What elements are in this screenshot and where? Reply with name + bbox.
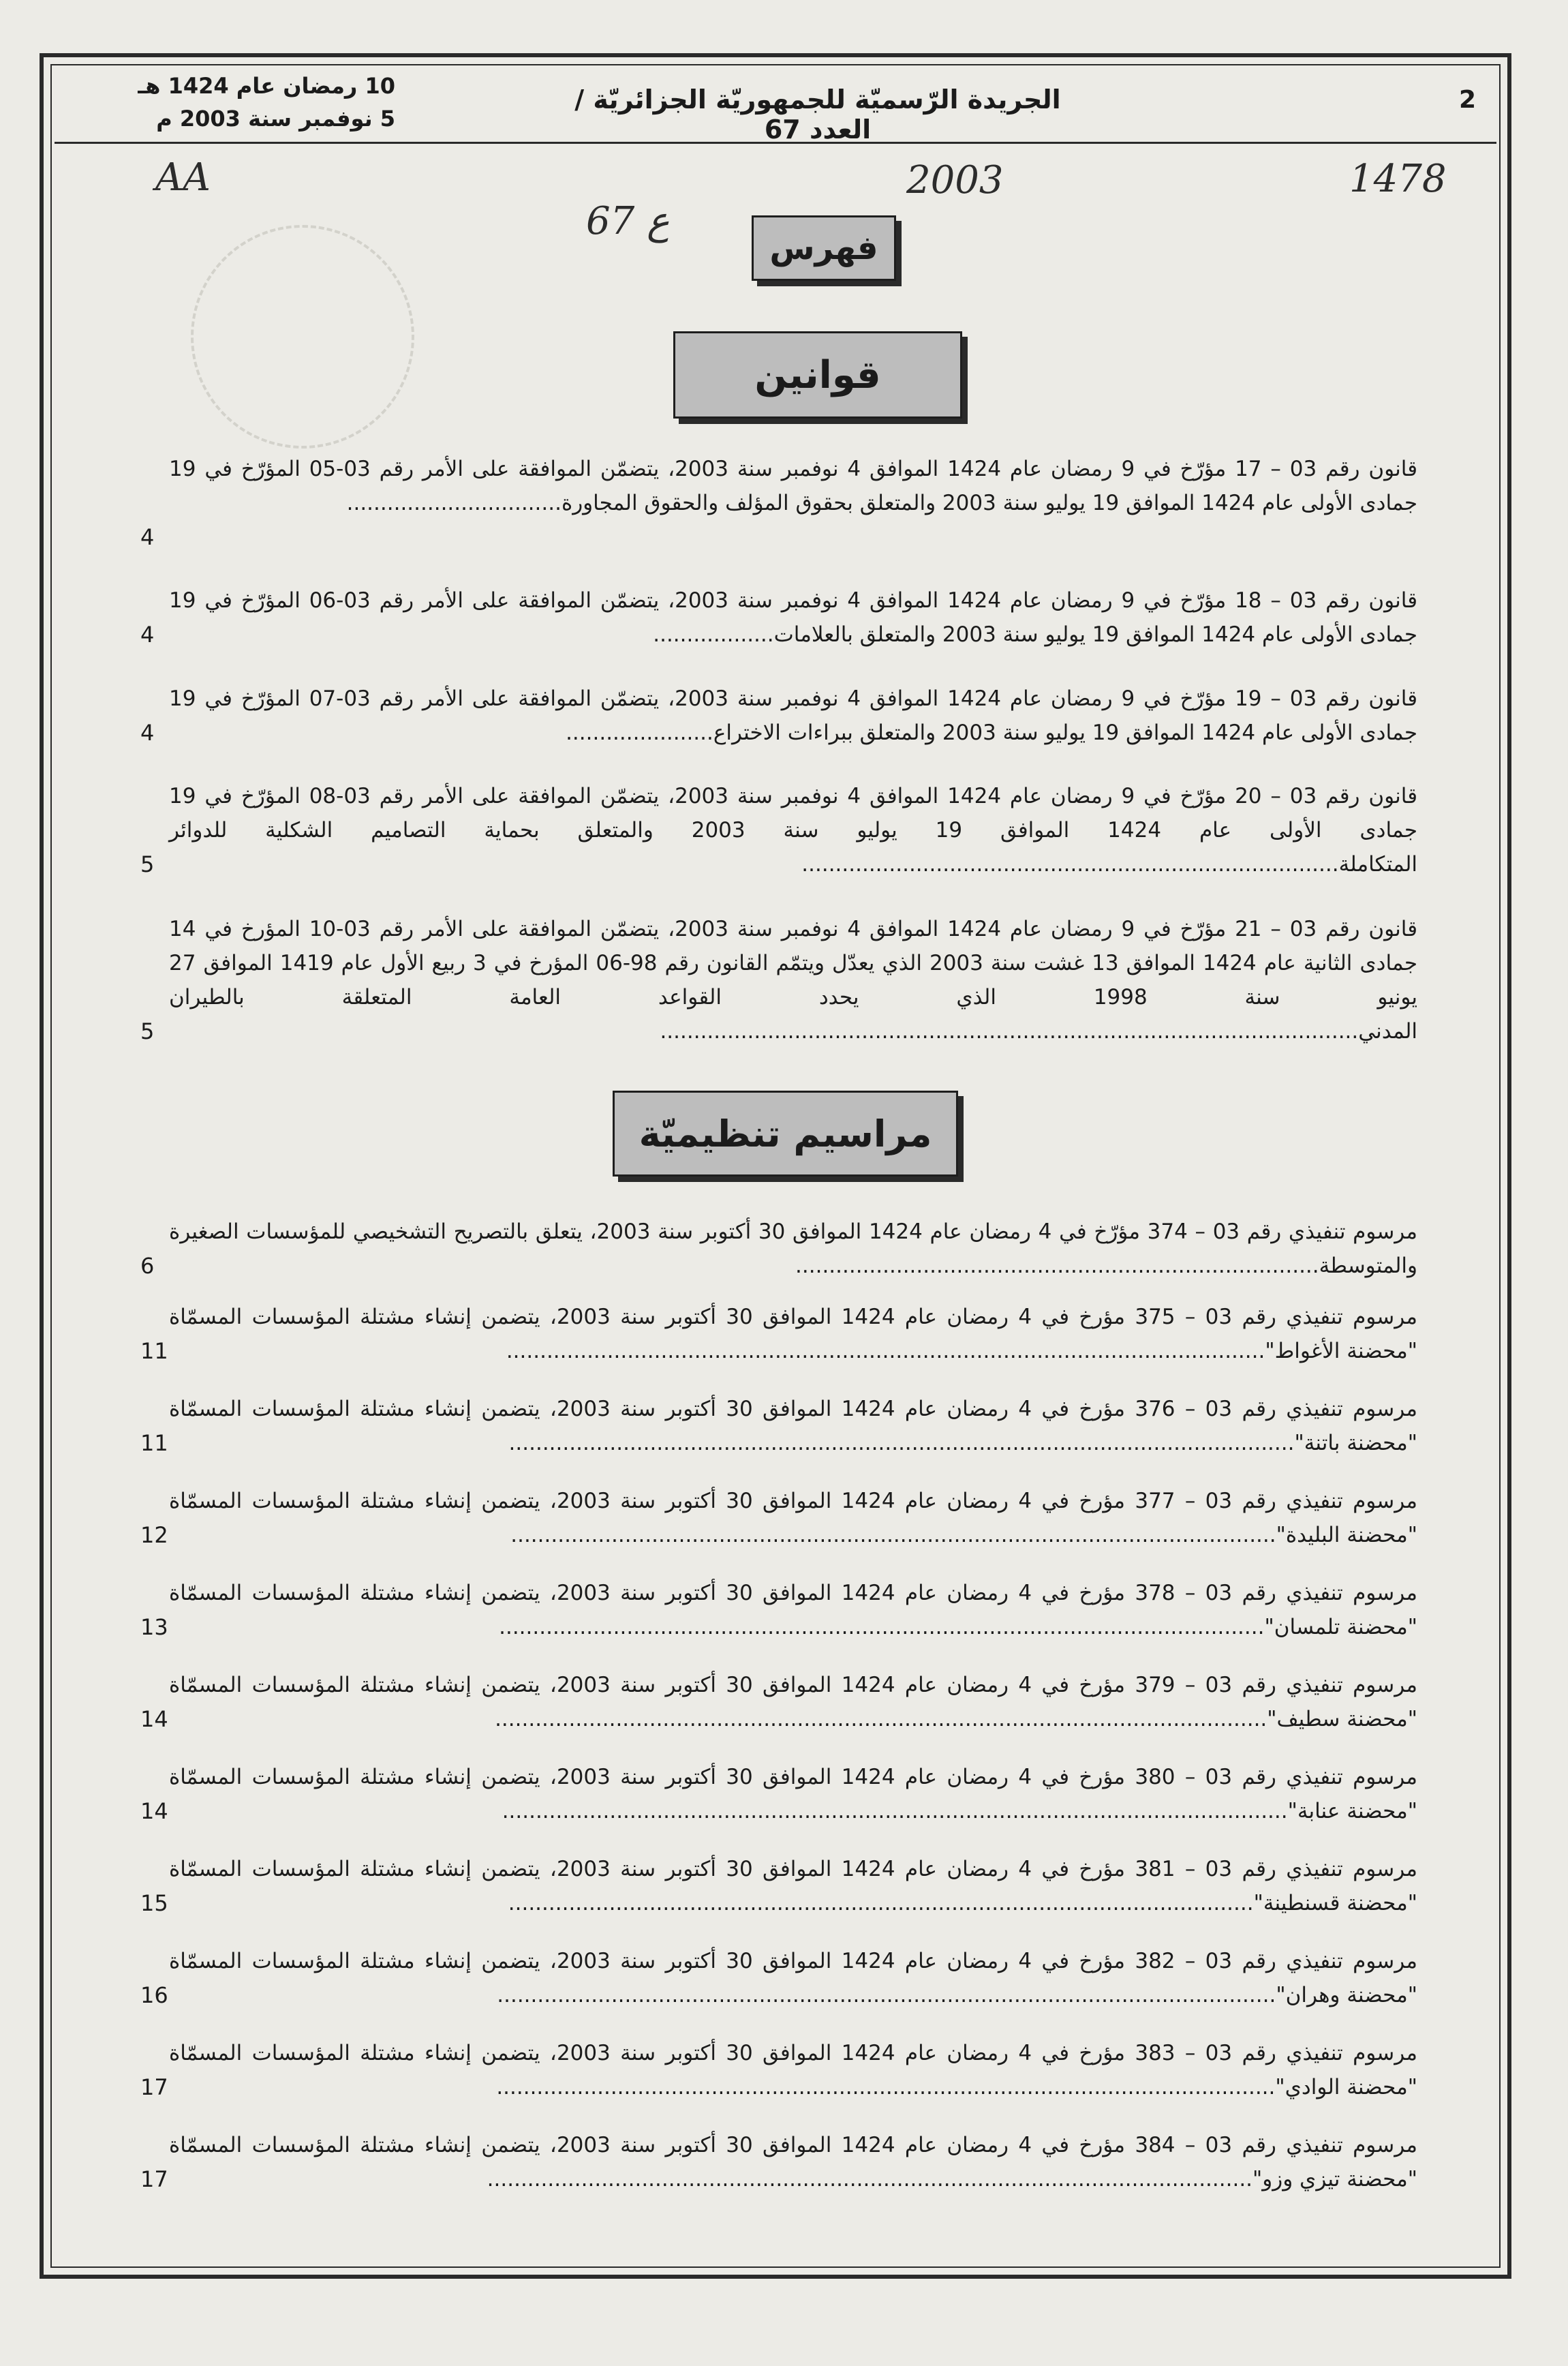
leader-dots: ........................................................................................................ (660, 1019, 1359, 1044)
leader-dots: .................................................................................................................. (487, 2167, 1253, 2191)
decree-entry-text: مرسوم تنفيذي رقم 03 – 375 مؤرخ في 4 رمضان عام 1424 الموافق 30 أكتوبر سنة 2003، يتضمن إنشاء مشتلة المؤسسات المسمّاة "محضنة الأغواط" (169, 1305, 1417, 1363)
law-entry-text: قانون رقم 03 – 17 مؤرّخ في 9 رمضان عام 1424 الموافق 4 نوفمبر سنة 2003، يتضمّن الموافقة على الأمر رقم 03-05 المؤرّخ في 19 جمادى الأولى عام 1424 الموافق 19 يوليو سنة 2003 والمتعلق بحقوق المؤلف والحقوق المجاورة (169, 457, 1418, 515)
decree-entry-text: مرسوم تنفيذي رقم 03 – 384 مؤرخ في 4 رمضان عام 1424 الموافق 30 أكتوبر سنة 2003، يتضمن إنشاء مشتلة المؤسسات المسمّاة "محضنة تيزي وزو" (169, 2133, 1417, 2191)
leader-dots: ................................................................................ (801, 852, 1339, 877)
decree-entry (169, 1852, 1417, 1920)
law-entry (169, 452, 1417, 520)
leader-dots: ..................................................................................................................... (502, 1799, 1288, 1823)
leader-dots: .................................................................................................................... (496, 2075, 1276, 2099)
law-entry-text: قانون رقم 03 – 20 مؤرّخ في 9 رمضان عام 1424 الموافق 4 نوفمبر سنة 2003، يتضمّن الموافقة على الأمر رقم 03-08 المؤرّخ في 19 جمادى الأولى عام 1424 الموافق 19 يوليو سنة 2003 والمتعلق بحماية التصاميم الشكلية للدوائر المتكاملة (169, 784, 1418, 877)
decrees-heading (613, 1091, 958, 1177)
decree-entry-page: 15 (140, 1890, 168, 1916)
decree-entry-text: مرسوم تنفيذي رقم 03 – 374 مؤرّخ في 4 رمضان عام 1424 الموافق 30 أكتوبر سنة 2003، يتعلق بالتصريح التشخيصي للمؤسسات الصغيرة والمتوسطة (169, 1219, 1418, 1278)
page-header (55, 65, 1496, 144)
handwritten-issue-note: 67 ع (586, 199, 670, 243)
law-entry-page: 4 (140, 622, 155, 648)
law-entry-page: 5 (140, 1018, 155, 1044)
law-entry-page: 5 (140, 851, 155, 877)
leader-dots: .................................................................................................................... (497, 1983, 1276, 2007)
decree-entry-page: 11 (140, 1338, 168, 1364)
decree-entry-page: 17 (140, 2074, 168, 2100)
law-entry-page: 4 (140, 524, 155, 550)
date-gregorian: 5 نوفمبر سنة 2003 م (156, 106, 395, 132)
decree-entry-text: مرسوم تنفيذي رقم 03 – 376 مؤرخ في 4 رمضان عام 1424 الموافق 30 أكتوبر سنة 2003، يتضمن إنشاء مشتلة المؤسسات المسمّاة "محضنة باتنة" (169, 1397, 1417, 1455)
handwritten-code-note: 1478 (1349, 157, 1447, 201)
index-heading (752, 215, 896, 281)
decree-entry-text: مرسوم تنفيذي رقم 03 – 378 مؤرخ في 4 رمضان عام 1424 الموافق 30 أكتوبر سنة 2003، يتضمن إنشاء مشتلة المؤسسات المسمّاة "محضنة تلمسان" (169, 1581, 1417, 1639)
decree-entry-text: مرسوم تنفيذي رقم 03 – 377 مؤرخ في 4 رمضان عام 1424 الموافق 30 أكتوبر سنة 2003، يتضمن إنشاء مشتلة المؤسسات المسمّاة "محضنة البليدة" (169, 1489, 1417, 1547)
decree-entry-page: 12 (140, 1522, 168, 1548)
law-entry (169, 583, 1417, 652)
law-entry (169, 779, 1417, 881)
leader-dots: ..................................................................................................................... (508, 1431, 1295, 1455)
decree-entry-text: مرسوم تنفيذي رقم 03 – 381 مؤرخ في 4 رمضان عام 1424 الموافق 30 أكتوبر سنة 2003، يتضمن إنشاء مشتلة المؤسسات المسمّاة "محضنة قسنطينة" (169, 1857, 1417, 1915)
header-date (82, 70, 395, 135)
decree-entry-page: 17 (140, 2166, 168, 2192)
decree-entry-text: مرسوم تنفيذي رقم 03 – 383 مؤرخ في 4 رمضان عام 1424 الموافق 30 أكتوبر سنة 2003، يتضمن إنشاء مشتلة المؤسسات المسمّاة "محضنة الوادي" (169, 2041, 1417, 2099)
leader-dots: ................................................................................................................... (495, 1707, 1267, 1731)
page-number: 2 (1458, 86, 1476, 114)
decree-entry-page: 16 (140, 1982, 168, 2008)
law-entry-text: قانون رقم 03 – 18 مؤرّخ في 9 رمضان عام 1424 الموافق 4 نوفمبر سنة 2003، يتضمّن الموافقة على الأمر رقم 03-06 المؤرّخ في 19 جمادى الأولى عام 1424 الموافق 19 يوليو سنة 2003 والمتعلق بالعلامات (169, 588, 1418, 647)
decree-entry-page: 14 (140, 1798, 168, 1824)
leader-dots: .............................................................................. (795, 1254, 1319, 1278)
decree-entry-text: مرسوم تنفيذي رقم 03 – 382 مؤرخ في 4 رمضان عام 1424 الموافق 30 أكتوبر سنة 2003، يتضمن إنشاء مشتلة المؤسسات المسمّاة "محضنة وهران" (169, 1949, 1417, 2007)
leader-dots: ............................................................................................................... (508, 1891, 1254, 1915)
decree-entry-page: 14 (140, 1706, 168, 1732)
decree-entry (169, 2128, 1417, 2196)
leader-dots: ................................................................................................................. (506, 1339, 1265, 1363)
law-entry-text: قانون رقم 03 – 19 مؤرّخ في 9 رمضان عام 1424 الموافق 4 نوفمبر سنة 2003، يتضمّن الموافقة على الأمر رقم 03-07 المؤرّخ في 19 جمادى الأولى عام 1424 الموافق 19 يوليو سنة 2003 والمتعلق ببراءات الاختراع (169, 686, 1418, 745)
leader-dots: ...................... (566, 721, 713, 745)
laws-heading (673, 331, 962, 419)
leader-dots: ................................ (346, 491, 562, 515)
leader-dots: .................. (653, 622, 774, 647)
decree-entry-text: مرسوم تنفيذي رقم 03 – 380 مؤرخ في 4 رمضان عام 1424 الموافق 30 أكتوبر سنة 2003، يتضمن إنشاء مشتلة المؤسسات المسمّاة "محضنة عنابة" (169, 1765, 1417, 1823)
decree-entry (169, 1392, 1417, 1460)
decree-entry (169, 1668, 1417, 1736)
law-entry-page: 4 (140, 720, 155, 746)
decree-entry (169, 1300, 1417, 1368)
leader-dots: .................................................................................................................. (499, 1615, 1265, 1639)
handwritten-note-left: AA (155, 155, 211, 200)
law-entry-text: قانون رقم 03 – 21 مؤرّخ في 9 رمضان عام 1424 الموافق 4 نوفمبر سنة 2003، يتضمّن الموافقة على الأمر رقم 03-10 المؤرخ في 14 جمادى الثانية عام 1424 الموافق 13 غشت سنة 2003 الذي يعدّل ويتمّم القانون رقم 98-06 المؤرخ في 3 ربيع الأول عام 1419 الموافق 27 يونيو سنة 1998 الذي يحدد القواعد العامة المتعلقة بالطيران المدني (169, 917, 1418, 1044)
decree-entry (169, 1215, 1417, 1283)
decree-entry (169, 1760, 1417, 1828)
decree-entry (169, 1944, 1417, 2012)
index-heading-text: فهرس (769, 229, 878, 267)
decree-entry (169, 2036, 1417, 2104)
leader-dots: .................................................................................................................. (510, 1523, 1276, 1547)
law-entry (169, 912, 1417, 1048)
law-entry (169, 682, 1417, 750)
decree-entry-page: 11 (140, 1430, 168, 1456)
decree-entry (169, 1484, 1417, 1552)
decree-entry (169, 1576, 1417, 1644)
laws-heading-text: قوانين (754, 352, 881, 397)
handwritten-year-note: 2003 (906, 158, 1004, 202)
decrees-heading-text: مراسيم تنظيميّة (639, 1112, 932, 1155)
decree-entry-page: 6 (140, 1253, 155, 1279)
decree-entry-page: 13 (140, 1614, 168, 1640)
date-hijri: 10 رمضان عام 1424 هـ (138, 73, 395, 99)
decree-entry-text: مرسوم تنفيذي رقم 03 – 379 مؤرخ في 4 رمضان عام 1424 الموافق 30 أكتوبر سنة 2003، يتضمن إنشاء مشتلة المؤسسات المسمّاة "محضنة سطيف" (169, 1673, 1417, 1731)
journal-title: الجريدة الرّسميّة للجمهوريّة الجزائريّة / العدد 67 (574, 85, 1061, 145)
